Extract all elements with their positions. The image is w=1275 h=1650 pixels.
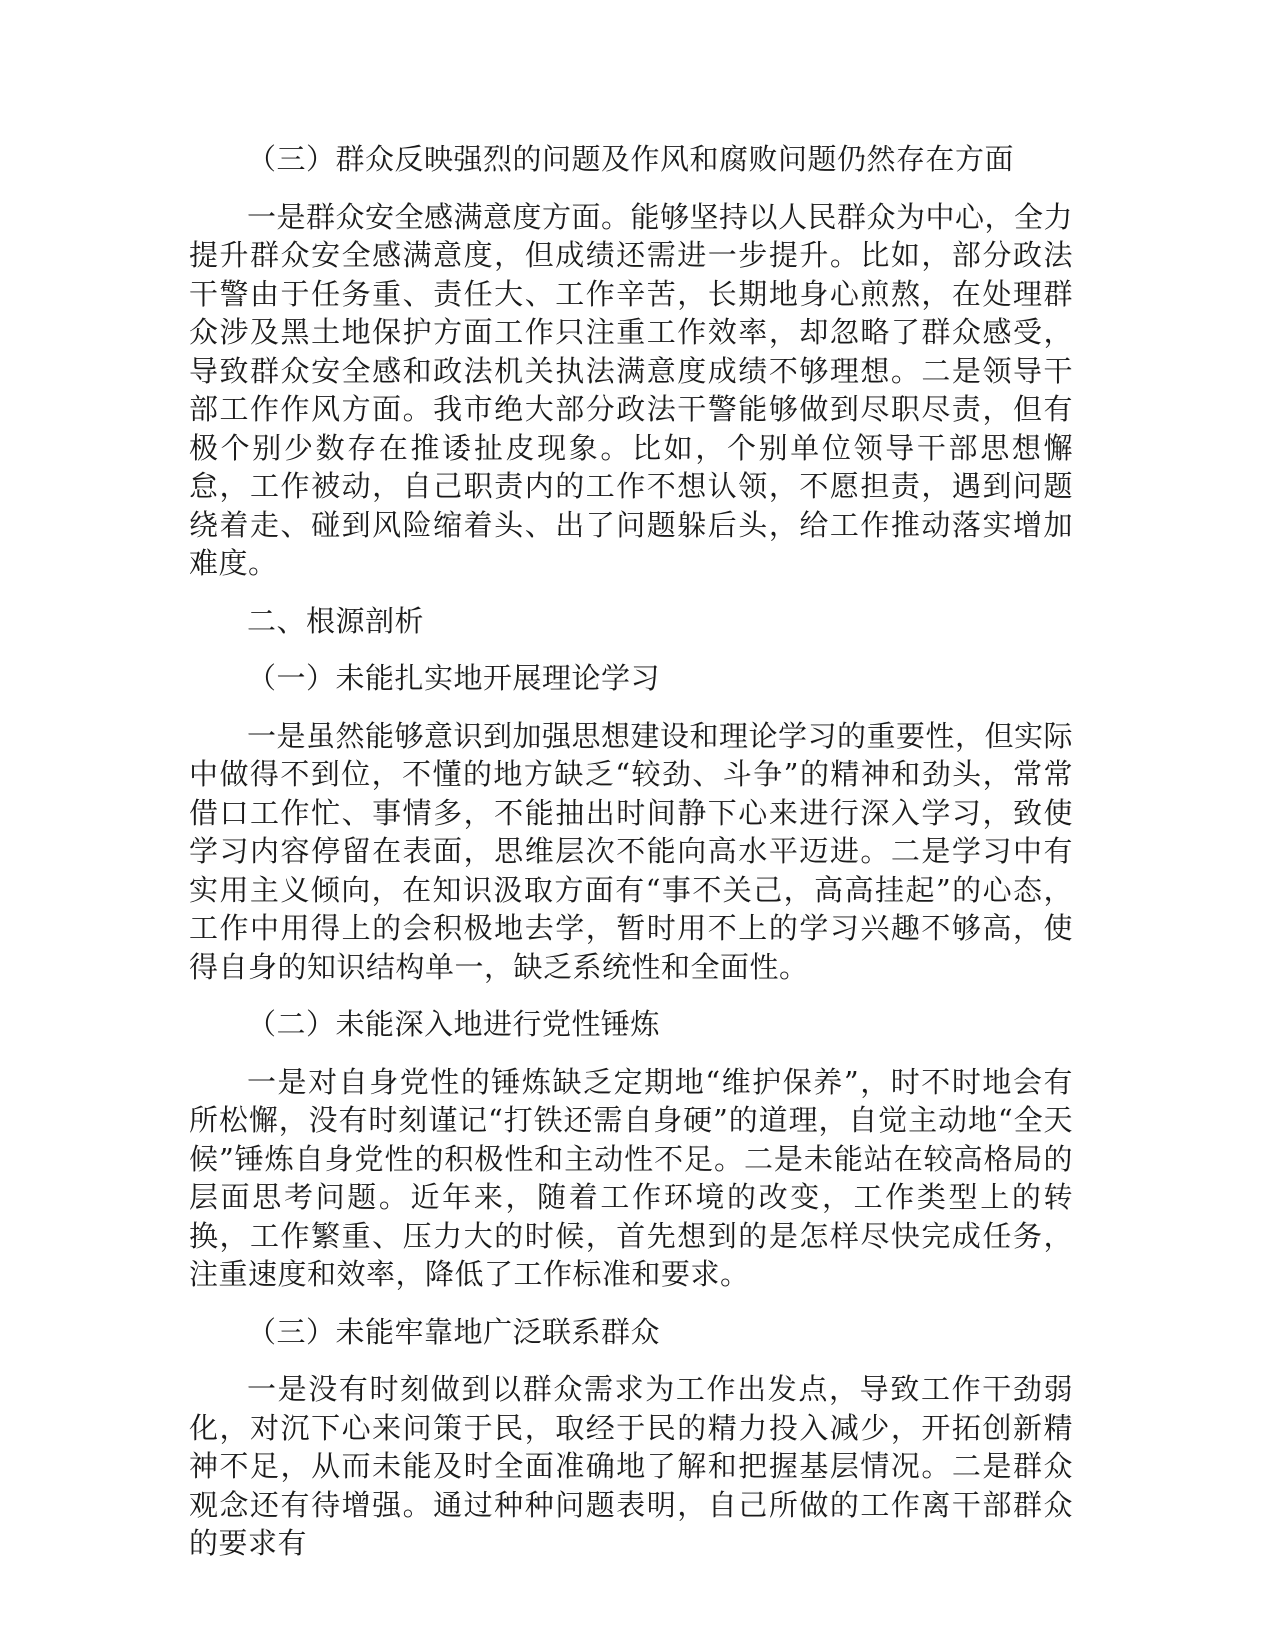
section-heading-root-cause-analysis: 二、根源剖析 (247, 603, 425, 638)
section-heading-3-mass-issues: （三）群众反映强烈的问题及作风和腐败问题仍然存在方面 (247, 142, 1015, 176)
document-body (189, 140, 1073, 1582)
paragraph-party-spirit: 一是对自身党性的锤炼缺乏定期地“维护保养”，时不时地会有所松懈，没有时刻谨记“打铁还需自身硬”的道理，自觉主动地“全天候”锤炼自身党性的积极性和主动性不足。二是未能站在较高格局的层面思考问题。近年来，随着工作环境的改变，工作类型上的转换，工作繁重、压力大的时候，首先想到的是怎样尽快完成任务，注重速度和效率，降低了工作标准和要求。 (189, 1064, 1073, 1291)
section-heading-1-theory-study: （一）未能扎实地开展理论学习 (247, 661, 661, 695)
paragraph-contact-masses: 一是没有时刻做到以群众需求为工作出发点，导致工作干劲弱化，对沉下心来问策于民，取经于民的精力投入减少，开拓创新精神不足，从而未能及时全面准确地了解和把握基层情况。二是群众观念还有待增强。通过种种问题表明，自己所做的工作离干部群众的要求有 (189, 1372, 1073, 1560)
paragraph-mass-security-and-work-style: 一是群众安全感满意度方面。能够坚持以人民群众为中心，全力提升群众安全感满意度，但成绩还需进一步提升。比如，部分政法干警由于任务重、责任大、工作辛苦，长期地身心煎熬，在处理群众涉及黑土地保护方面工作只注重工作效率，却忽略了群众感受，导致群众安全感和政法机关执法满意度成绩不够理想。二是领导干部工作作风方面。我市绝大部分政法干警能够做到尽职尽责，但有极个别少数存在推诿扯皮现象。比如，个别单位领导干部思想懈怠，工作被动，自己职责内的工作不想认领，不愿担责，遇到问题绕着走、碰到风险缩着头、出了问题躲后头，给工作推动落实增加难度。 (189, 199, 1074, 580)
section-heading-3-contact-masses: （三）未能牢靠地广泛联系群众 (247, 1314, 661, 1349)
section-heading-2-party-spirit: （二）未能深入地进行党性锤炼 (247, 1007, 661, 1041)
paragraph-theory-study: 一是虽然能够意识到加强思想建设和理论学习的重要性，但实际中做得不到位，不懂的地方缺乏“较劲、斗争”的精神和劲头，常常借口工作忙、事情多，不能抽出时间静下心来进行深入学习，致使学习内容停留在表面，思维层次不能向高水平迈进。二是学习中有实用主义倾向，在知识汲取方面有“事不关己，高高挂起”的心态，工作中用得上的会积极地去学，暂时用不上的学习兴趣不够高，使得自身的知识结构单一，缺乏系统性和全面性。 (189, 718, 1074, 984)
